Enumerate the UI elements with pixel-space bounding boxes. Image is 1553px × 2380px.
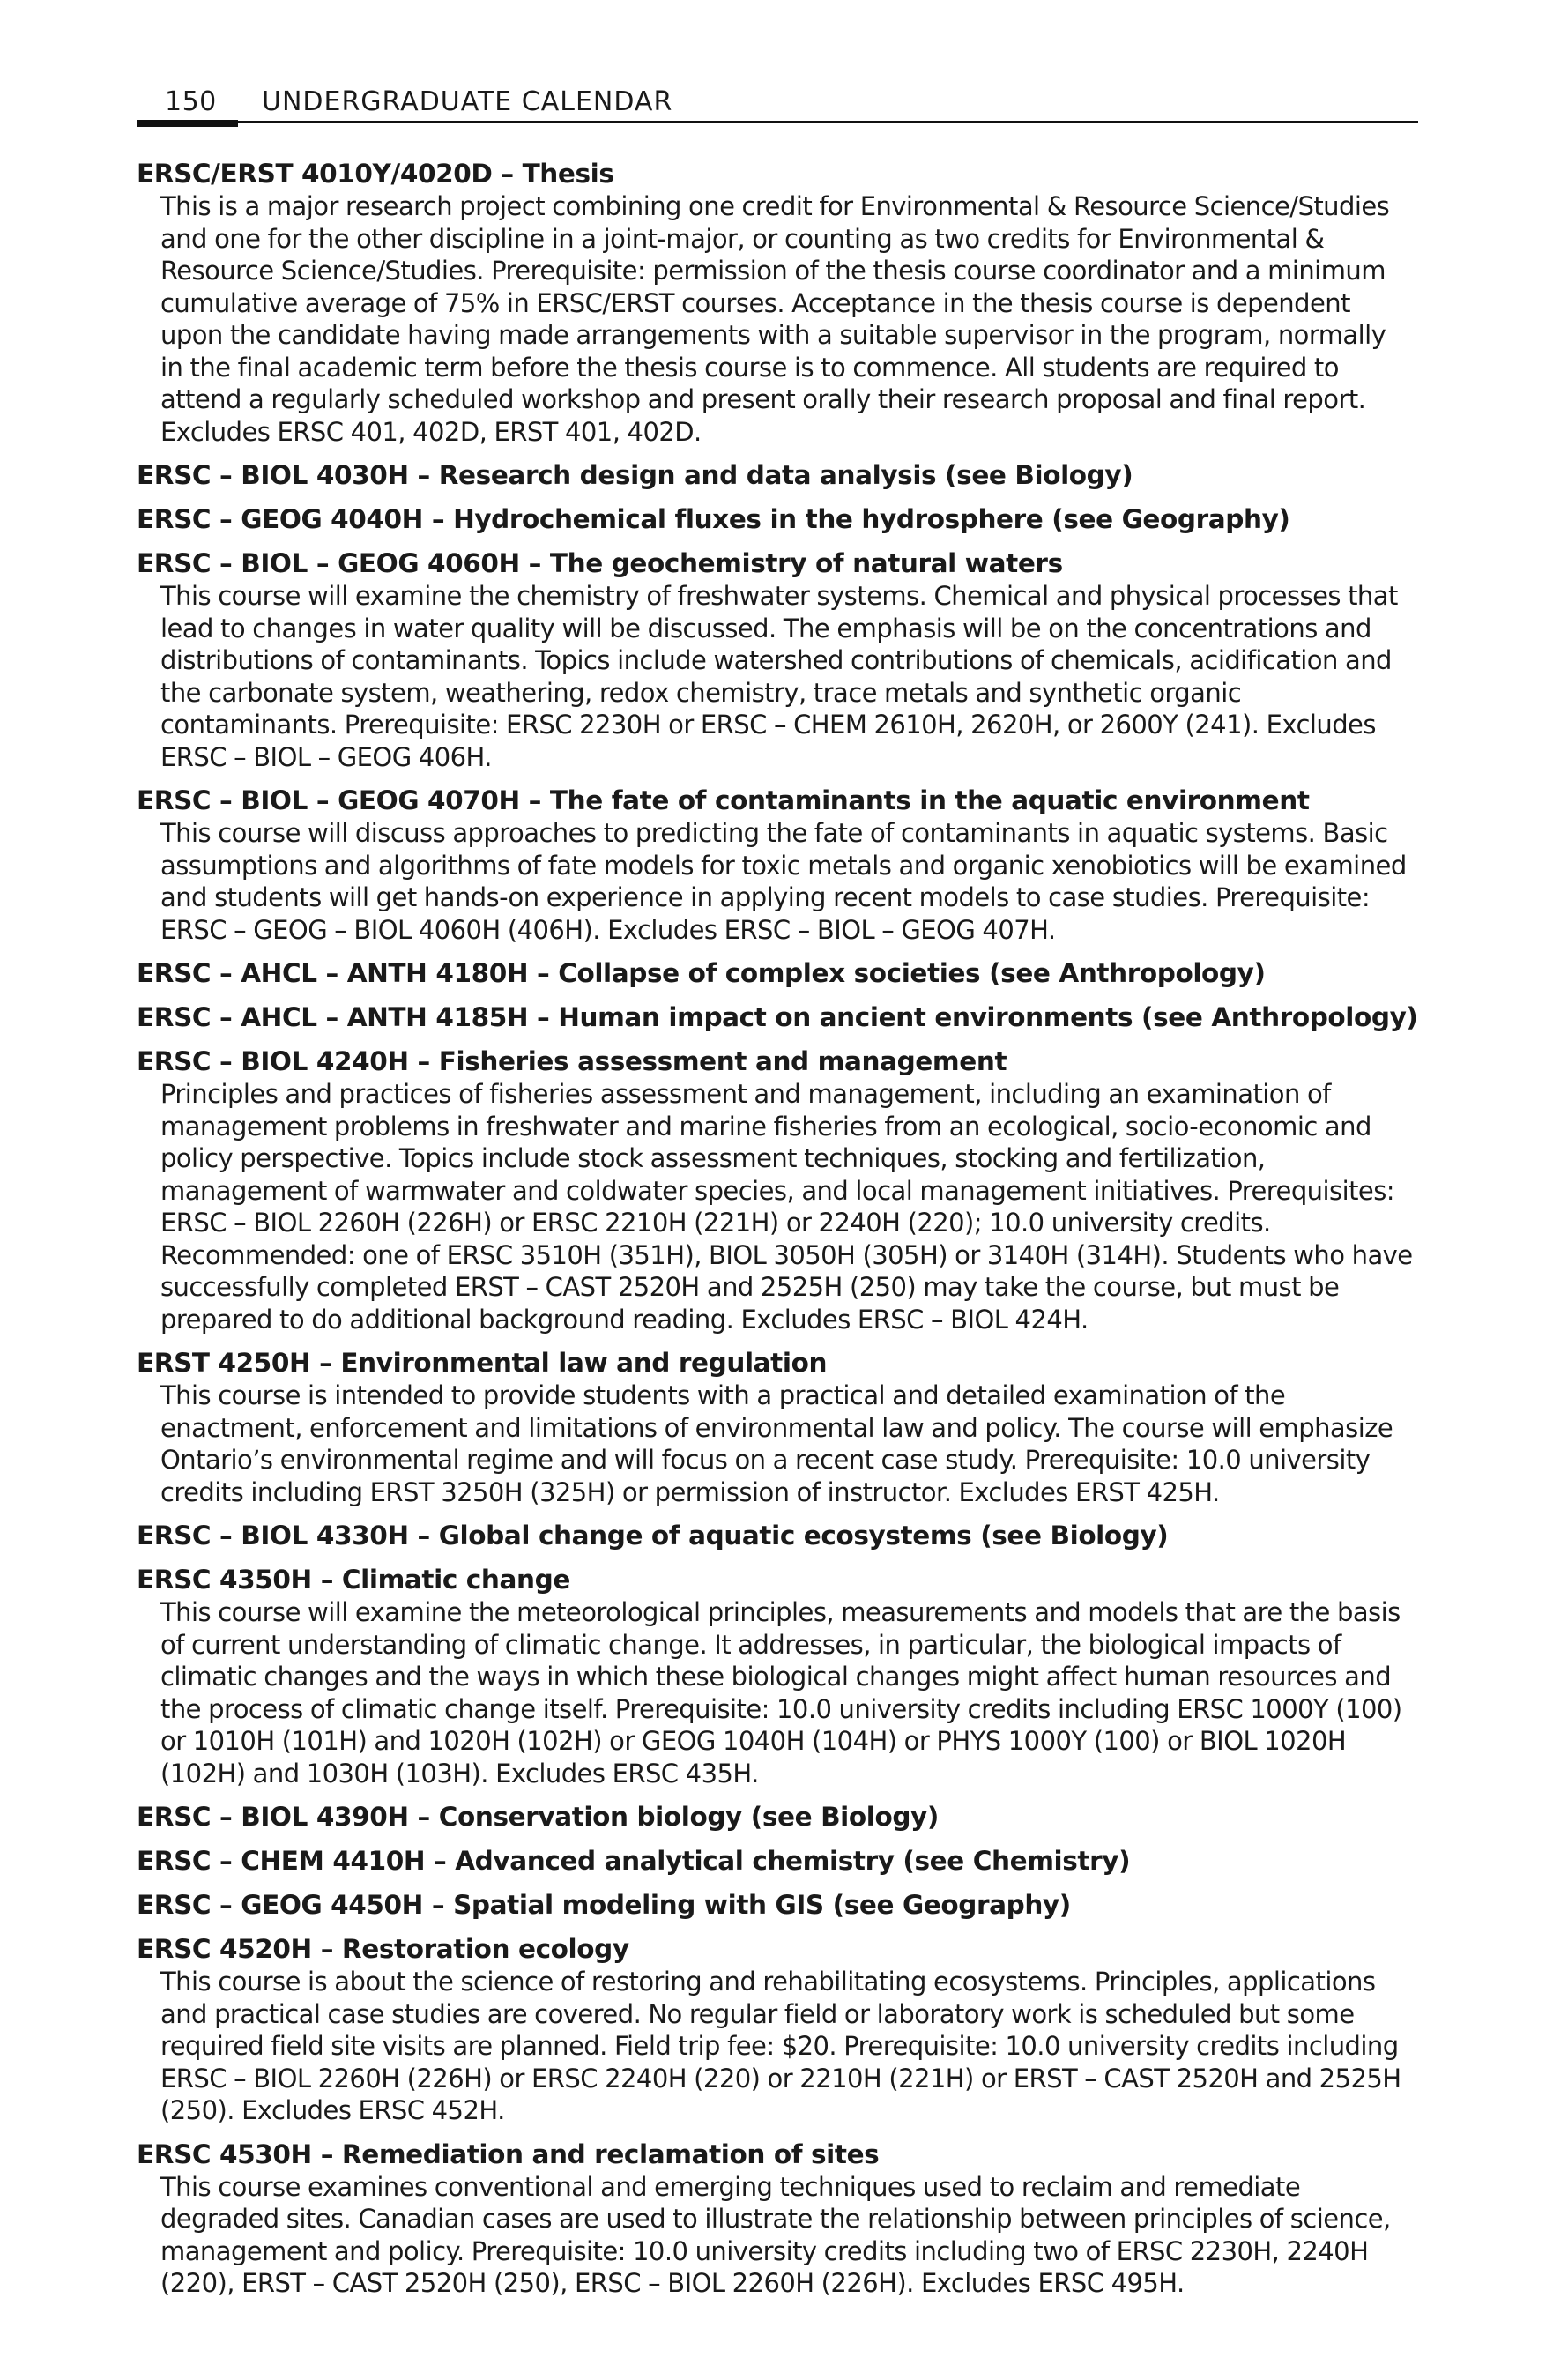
page-number: 150 [165,86,217,117]
course-entry [137,1000,1418,1034]
course-entry [137,502,1415,536]
course-entry [137,784,1415,946]
course-entry [137,1800,1415,1833]
course-entry [137,1844,1415,1878]
course-description: Principles and practices of fisheries assessment and management, including an examination of management problems in freshwater and marine fisheries from an ecological, socio-economic and policy perspective. Topics include stock assessment techniques, stocking and fertilization, management of warmwater and coldwater species, and local management initiatives. Prerequisites: ERSC – BIOL 2260H (226H) or ERSC 2210H (221H) or 2240H (220); 10.0 university credits. Recommended: one of ERSC 3510H (351H), BIOL 3050H (305H) or 3140H (314H). Students who have successfully completed ERST – CAST 2520H and 2525H (250) may take the course, but must be prepared to do additional background reading. Excludes ERSC – BIOL 424H. [160,1079,1413,1335]
course-description: This course will examine the meteorological principles, measurements and models that are the basis of current understanding of climatic change. It addresses, in particular, the biological impacts of climatic changes and the ways in which these biological changes might affect human resources and the process of climatic change itself. Prerequisite: 10.0 university credits including ERSC 1000Y (100) or 1010H (101H) and 1020H (102H) or GEOG 1040H (104H) or PHYS 1000Y (100) or BIOL 1020H (102H) and 1030H (103H). Excludes ERSC 435H. [160,1597,1402,1789]
course-title: ERSC – GEOG 4040H – Hydrochemical fluxes in the hydrosphere (see Geography) [137,504,1290,534]
running-title: UNDERGRADUATE CALENDAR [262,86,673,117]
course-title: ERSC – CHEM 4410H – Advanced analytical chemistry (see Chemistry) [137,1846,1131,1876]
course-title: ERSC – BIOL 4390H – Conservation biology (see Biology) [137,1802,939,1832]
course-entry [137,1519,1415,1552]
course-title: ERSC – AHCL – ANTH 4180H – Collapse of complex societies (see Anthropology) [137,958,1266,988]
page-header [137,78,1418,122]
header-rule [238,121,1418,123]
course-title: ERSC – BIOL – GEOG 4070H – The fate of contaminants in the aquatic environment [137,785,1310,815]
course-title: ERSC – BIOL 4330H – Global change of aquatic ecosystems (see Biology) [137,1521,1169,1551]
header-rule-thick [137,120,238,127]
course-description: This course is intended to provide students with a practical and detailed examination of the enactment, enforcement and limitations of environmental law and policy. The course will emphasize Ontario’s environmental regime and will focus on a recent case study. Prerequisite: 10.0 university credits including ERST 3250H (325H) or permission of instructor. Excludes ERST 425H. [160,1380,1393,1507]
course-entry [137,1045,1415,1335]
course-title: ERSC/ERST 4010Y/4020D – Thesis [137,159,614,189]
course-description: This is a major research project combining one credit for Environmental & Resource Science/Studies and one for the other discipline in a joint-major, or counting as two credits for Environmental & Resource Science/Studies. Prerequisite: permission of the thesis course coordinator and a minimum cumulative average of 75% in ERSC/ERST courses. Acceptance in the thesis course is dependent upon the candidate having made arrangements with a suitable supervisor in the program, normally in the final academic term before the thesis course is to commence. All students are required to attend a regularly scheduled workshop and present orally their research proposal and final report. Excludes ERSC 401, 402D, ERST 401, 402D. [160,191,1390,447]
course-list [137,157,1418,2310]
course-title: ERSC – GEOG 4450H – Spatial modeling with GIS (see Geography) [137,1890,1071,1920]
course-title: ERSC – BIOL 4240H – Fisheries assessment and management [137,1046,1007,1076]
course-entry [137,956,1415,990]
course-title: ERSC – BIOL 4030H – Research design and data analysis (see Biology) [137,460,1133,490]
course-title: ERSC – AHCL – ANTH 4185H – Human impact on ancient environments (see Anthropology) [137,1002,1418,1032]
course-entry [137,1563,1415,1789]
course-title: ERSC – BIOL – GEOG 4060H – The geochemistry of natural waters [137,548,1063,578]
course-title: ERSC 4520H – Restoration ecology [137,1934,629,1964]
course-title: ERST 4250H – Environmental law and regulation [137,1348,828,1378]
course-description: This course will examine the chemistry of freshwater systems. Chemical and physical processes that lead to changes in water quality will be discussed. The emphasis will be on the concentrations and distributions of contaminants. Topics include watershed contributions of chemicals, acidification and the carbonate system, weathering, redox chemistry, trace metals and synthetic organic contaminants. Prerequisite: ERSC 2230H or ERSC – CHEM 2610H, 2620H, or 2600Y (241). Excludes ERSC – BIOL – GEOG 406H. [160,581,1398,772]
course-entry [137,1888,1415,1922]
course-description: This course will discuss approaches to predicting the fate of contaminants in aquatic systems. Basic assumptions and algorithms of fate models for toxic metals and organic xenobiotics will be examined and students will get hands-on experience in applying recent models to case studies. Prerequisite: ERSC – GEOG – BIOL 4060H (406H). Excludes ERSC – BIOL – GEOG 407H. [160,818,1407,945]
course-title: ERSC 4350H – Climatic change [137,1565,570,1595]
course-description: This course is about the science of restoring and rehabilitating ecosystems. Principles, applications and practical case studies are covered. No regular field or laboratory work is scheduled but some required field site visits are planned. Field trip fee: $20. Prerequisite: 10.0 university credits including ERSC – BIOL 2260H (226H) or ERSC 2240H (220) or 2210H (221H) or ERST – CAST 2520H and 2525H (250). Excludes ERSC 452H. [160,1967,1401,2125]
course-entry [137,547,1415,773]
course-entry [137,2138,1415,2300]
course-description: This course examines conventional and emerging techniques used to reclaim and remediate degraded sites. Canadian cases are used to illustrate the relationship between principles of science, management and policy. Prerequisite: 10.0 university credits including two of ERSC 2230H, 2240H (220), ERST – CAST 2520H (250), ERSC – BIOL 2260H (226H). Excludes ERSC 495H. [160,2171,1391,2298]
course-title: ERSC 4530H – Remediation and reclamation of sites [137,2138,880,2169]
course-entry [137,1932,1415,2127]
course-entry [137,458,1415,492]
course-entry [137,157,1415,448]
course-entry [137,1346,1415,1508]
